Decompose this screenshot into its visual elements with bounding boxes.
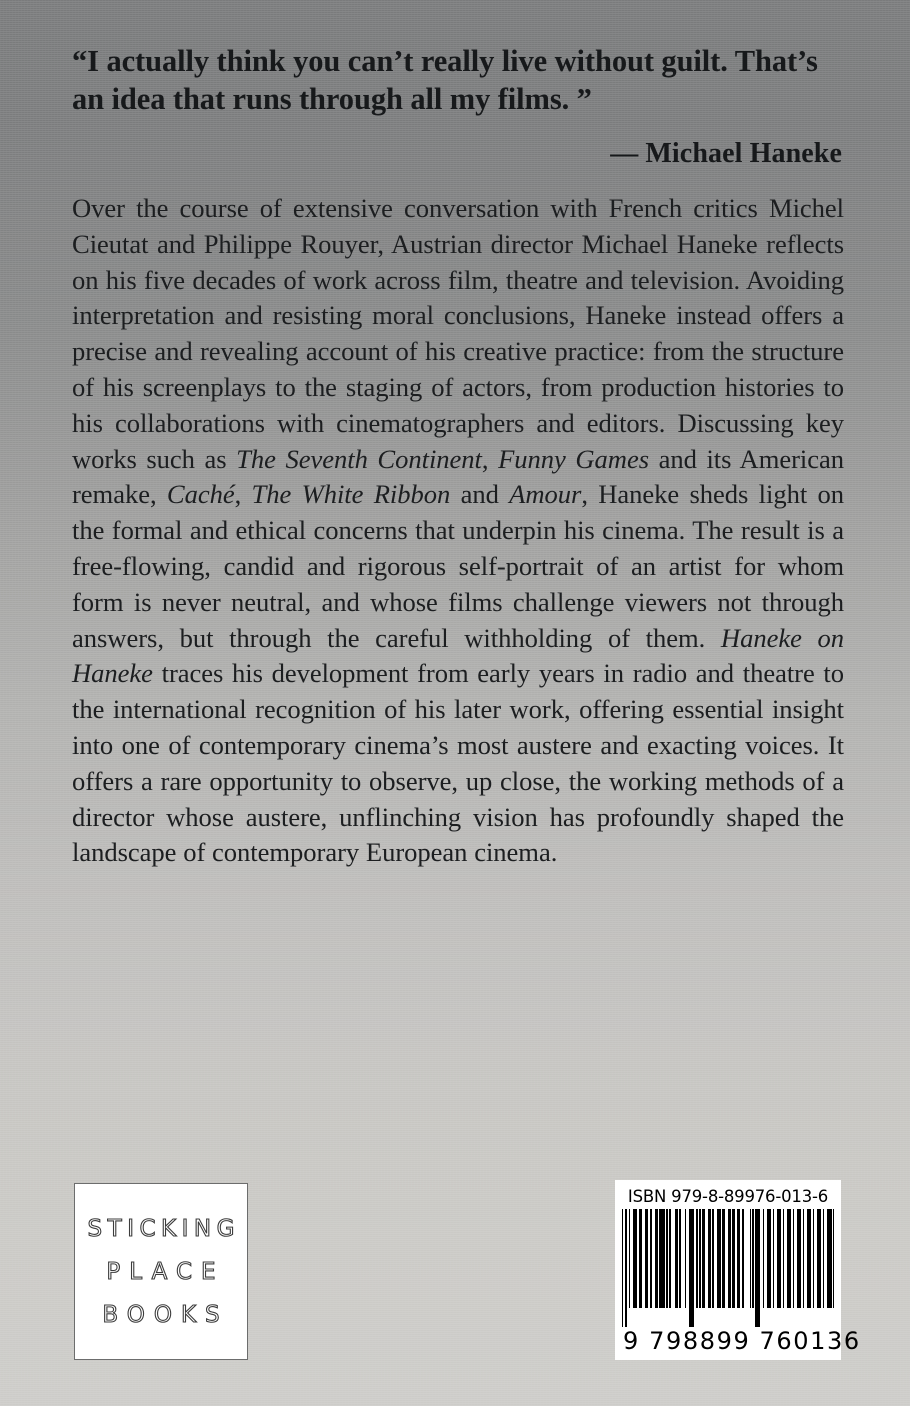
publisher-logo-line-2: PLACE	[106, 1258, 225, 1285]
blurb-text-run: and	[450, 479, 510, 510]
blurb-text-run: , Haneke sheds light on the formal and ethical concerns that underpin his cinema. The result is a free-flowing, candid and rigorous self-portrait of an artist for whom form is never neutral, and whose films challenge viewers not through answers, but through the careful withholding of them.	[72, 479, 844, 653]
publisher-logo	[74, 1183, 248, 1360]
blurb-text-run: Over the course of extensive conversation with French critics Michel Cieutat and Philippe Rouyer, Austrian director Michael Haneke reflects on his five decades of work across film, theatre and television. Avoiding interpretation and resisting moral conclusions, Haneke instead offers a precise and revealing account of his creative practice: from the structure of his screenplays to the staging of actors, from production histories to his collaborations with cinematographers and editors. Discussing key works such as	[72, 193, 844, 474]
blurb-text-run: ,	[481, 443, 499, 474]
blurb-text-run: and its American remake,	[72, 443, 844, 510]
blurb-title-italic: The White Ribbon	[251, 479, 451, 510]
pull-quote-text: “I actually think you can’t really live without guilt. That’s an idea that runs through all my films. ”	[72, 44, 818, 116]
blurb-title-italic: The Seventh Continent	[236, 443, 482, 474]
publisher-logo-line-3: BOOKS	[102, 1301, 229, 1328]
pull-quote-block	[72, 42, 842, 171]
blurb-title-italic: Funny Games	[498, 443, 649, 474]
blurb-title-italic: Amour	[509, 479, 582, 510]
isbn-number-label: ISBN 979-8-89976-013-6	[627, 1187, 829, 1206]
blurb-title-italic: Haneke on Haneke	[72, 622, 844, 689]
blurb-paragraph	[72, 191, 844, 871]
barcode-digits-label: 9 798899 760136	[623, 1327, 861, 1355]
publisher-logo-line-1: STICKING	[87, 1215, 240, 1242]
blurb-title-italic: Caché	[166, 479, 235, 510]
barcode-bar	[833, 1209, 834, 1308]
barcode-bars	[623, 1209, 833, 1327]
pull-quote-attribution: — Michael Haneke	[610, 138, 842, 169]
blurb-text-run: ,	[234, 479, 252, 510]
blurb-text-run: traces his development from early years in radio and theatre to the international recognition of his later work, offering essential insight into one of contemporary cinema’s most austere and exacting voices. It offers a rare opportunity to observe, up close, the working methods of a director whose austere, unflinching vision has profoundly shaped the landscape of contemporary European cinema.	[72, 658, 844, 868]
isbn-barcode-block	[615, 1180, 861, 1360]
